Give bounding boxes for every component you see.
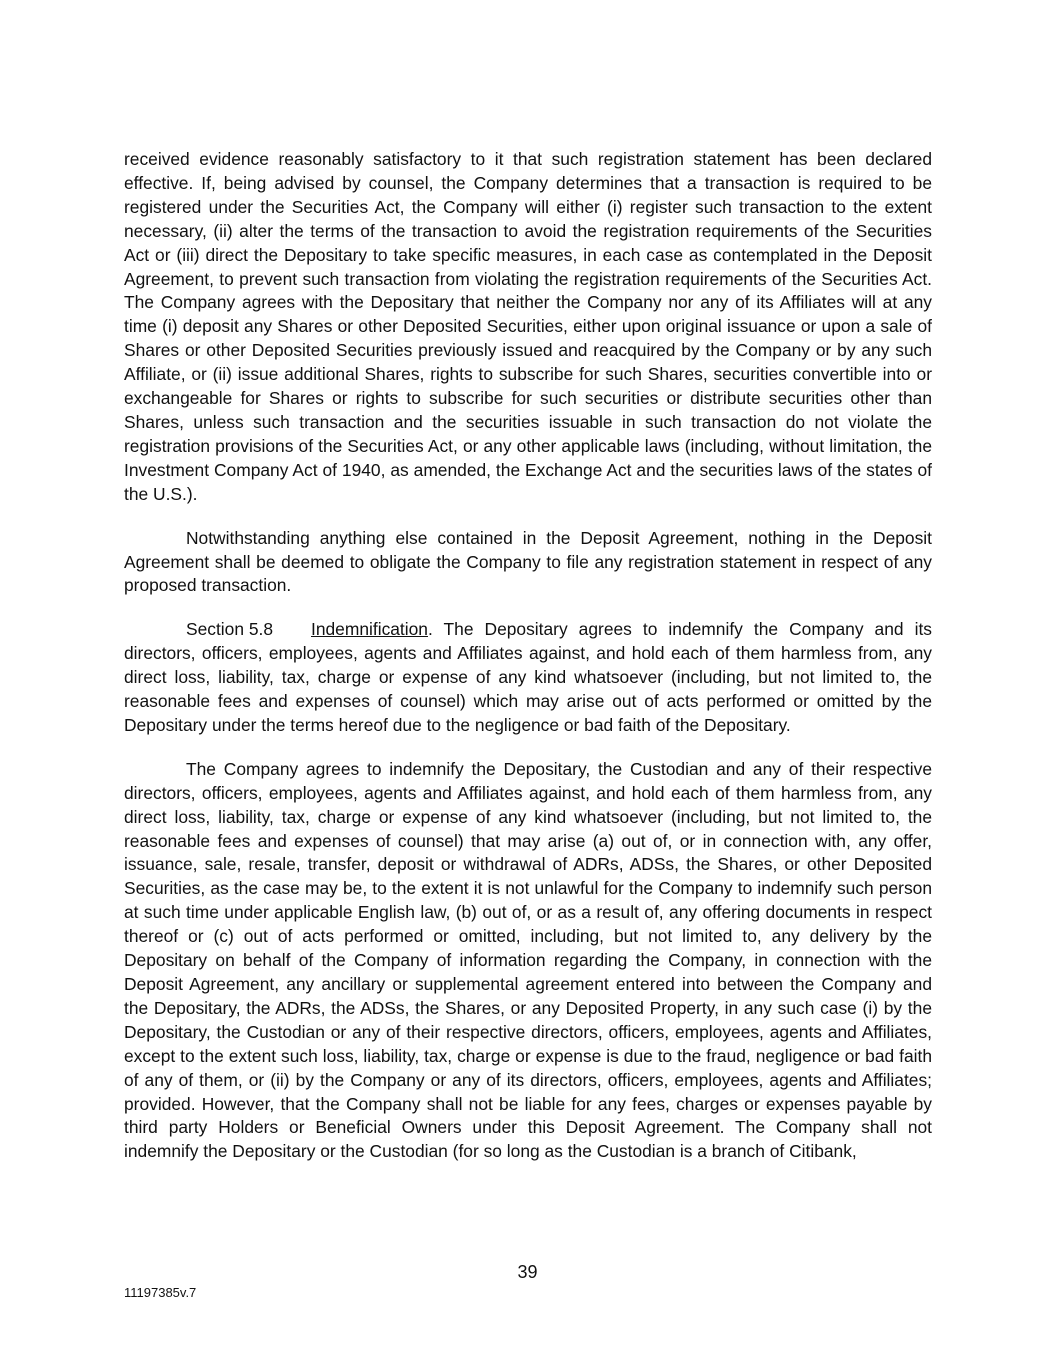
section-heading: Indemnification xyxy=(311,619,428,640)
paragraph-notwithstanding: Notwithstanding anything else contained in the Deposit Agreement, nothing in the Deposit Agreement shall be deemed to obligate the Company to file any registration statement in respect of any proposed transaction. xyxy=(124,527,932,596)
paragraph-registration: received evidence reasonably satisfactory to it that such registration statement has been declared effective. If, being advised by counsel, the Company determines that a transaction is required to be registered under the Securities Act, the Company will either (i) register such transaction to the extent necessary, (ii) alter the terms of the transaction to avoid the registration requirements of the Securities Act or (iii) direct the Depositary to take specific measures, in each case as contemplated in the Deposit Agreement, to prevent such transaction from violating the registration requirements of the Securities Act. The Company agrees with the Depositary that neither the Company nor any of its Affiliates will at any time (i) deposit any Shares or other Deposited Securities, either upon original issuance or upon a sale of Shares or other Deposited Securities previously issued and reacquired by the Company or by any such Affiliate, or (ii) issue additional Shares, rights to subscribe for such Shares, securities convertible into or exchangeable for Shares or rights to subscribe for such securities or distribute securities other than Shares, unless such transaction and the securities issuable in such transaction do not violate the registration provisions of the Securities Act, or any other applicable laws (including, without limitation, the Investment Company Act of 1940, as amended, the Exchange Act and the securities laws of the states of the U.S.). xyxy=(124,149,932,504)
document-body xyxy=(124,148,932,1184)
document-id: 11197385v.7 xyxy=(124,1285,197,1300)
section-text: . The Depositary agrees to indemnify the Company and its directors, officers, employees, agents and Affiliates against, and hold each of them harmless from, any direct loss, liability, tax, charge or expense of any kind whatsoever (including, but not limited to, the reasonable fees and expenses of counsel) which may arise out of acts performed or omitted by the Depositary under the terms hereof due to the negligence or bad faith of the Depositary. xyxy=(124,619,932,735)
page-number: 39 xyxy=(517,1262,538,1282)
section-number: Section 5.8 xyxy=(186,619,274,640)
paragraph-company-indemnify: The Company agrees to indemnify the Depositary, the Custodian and any of their respective directors, officers, employees, agents and Affiliates against, and hold each of them harmless from, any direct loss, liability, tax, charge or expense of any kind whatsoever (including, but not limited to, the reasonable fees and expenses of counsel) that may arise (a) out of, or in connection with, any offer, issuance, sale, resale, transfer, deposit or withdrawal of ADRs, ADSs, the Shares, or other Deposited Securities, as the case may be, to the extent it is not unlawful for the Company to indemnify such person at such time under applicable English law, (b) out of, or as a result of, any offering documents in respect thereof or (c) out of acts performed or omitted, including, but not limited to, any delivery by the Depositary on behalf of the Company of information regarding the Company, in connection with the Deposit Agreement, any ancillary or supplemental agreement entered into between the Company and the Depositary, the ADRs, the ADSs, the Shares, or any Deposited Property, in any such case (i) by the Depositary, the Custodian or any of their respective directors, officers, employees, agents and Affiliates, except to the extent such loss, liability, tax, charge or expense is due to the fraud, negligence or bad faith of any of them, or (ii) by the Company or any of its directors, officers, employees, agents and Affiliates; provided. However, that the Company shall not be liable for any fees, charges or expenses payable by third party Holders or Beneficial Owners under this Deposit Agreement. The Company shall not indemnify the Depositary or the Custodian (for so long as the Custodian is a branch of Citibank, xyxy=(124,758,932,1162)
section-5-8-paragraph xyxy=(124,618,932,738)
